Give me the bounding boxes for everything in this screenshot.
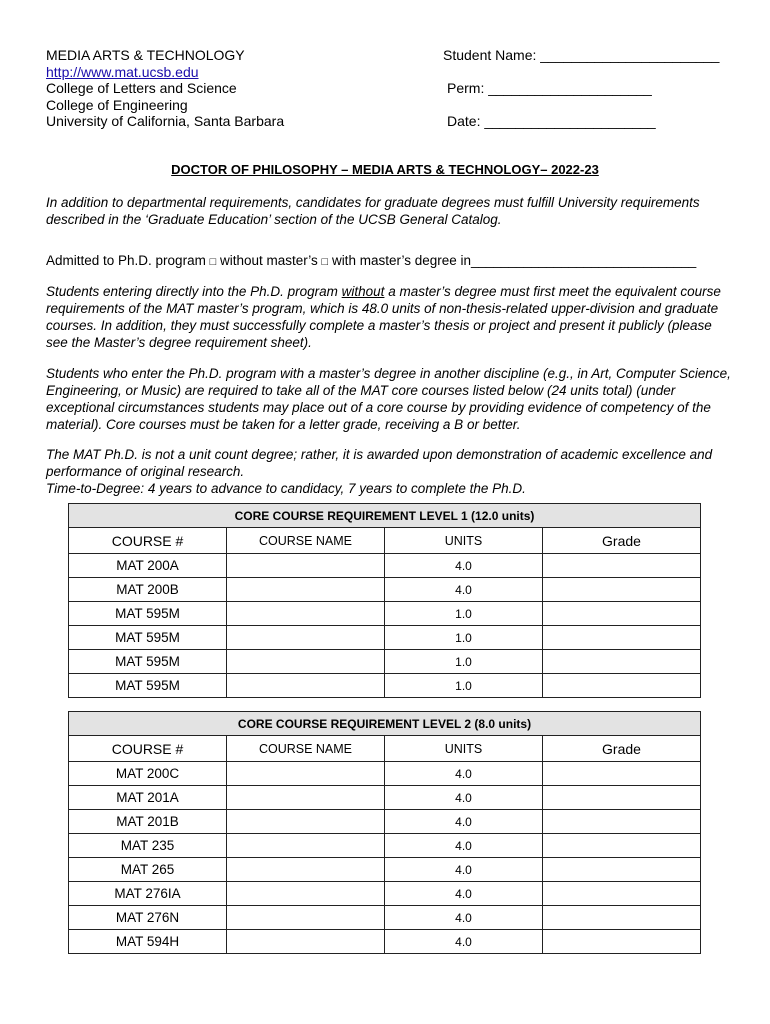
course-name-cell[interactable] bbox=[227, 762, 385, 786]
grade-cell[interactable] bbox=[543, 882, 701, 906]
grade-cell[interactable] bbox=[543, 674, 701, 698]
grade-cell[interactable] bbox=[543, 930, 701, 954]
course-name-cell[interactable] bbox=[227, 906, 385, 930]
time-to-degree: Time-to-Degree: 4 years to advance to candidacy, 7 years to complete the Ph.D. bbox=[46, 481, 526, 496]
course-number: MAT 201B bbox=[69, 810, 227, 834]
course-number: MAT 265 bbox=[69, 858, 227, 882]
course-number: MAT 235 bbox=[69, 834, 227, 858]
grade-cell[interactable] bbox=[543, 578, 701, 602]
level1-caption: CORE COURSE REQUIREMENT LEVEL 1 (12.0 units) bbox=[69, 504, 701, 528]
course-name-cell[interactable] bbox=[227, 882, 385, 906]
direct-entry-emphasis: without bbox=[341, 284, 385, 299]
course-number: MAT 595M bbox=[69, 650, 227, 674]
table-row bbox=[69, 906, 701, 930]
course-units: 4.0 bbox=[385, 578, 543, 602]
course-name-cell[interactable] bbox=[227, 930, 385, 954]
grade-cell[interactable] bbox=[543, 554, 701, 578]
date-field[interactable]: Date: ______________________ bbox=[447, 113, 656, 129]
grade-header: Grade bbox=[543, 736, 701, 762]
intro-paragraph: In addition to departmental requirements, candidates for graduate degrees must fulfill University requirements described in the ‘Graduate Education’ section of the UCSB General Catalog. bbox=[46, 195, 700, 227]
table-row bbox=[69, 650, 701, 674]
table-row bbox=[69, 578, 701, 602]
course-units: 4.0 bbox=[385, 906, 543, 930]
course-units: 4.0 bbox=[385, 810, 543, 834]
admitted-prefix: Admitted to Ph.D. program bbox=[46, 253, 210, 268]
grade-cell[interactable] bbox=[543, 858, 701, 882]
course-number: MAT 595M bbox=[69, 674, 227, 698]
department-name: MEDIA ARTS & TECHNOLOGY bbox=[46, 47, 245, 63]
course-name-cell[interactable] bbox=[227, 578, 385, 602]
grade-cell[interactable] bbox=[543, 786, 701, 810]
grade-cell[interactable] bbox=[543, 834, 701, 858]
grade-cell[interactable] bbox=[543, 626, 701, 650]
course-number: MAT 201A bbox=[69, 786, 227, 810]
course-units: 4.0 bbox=[385, 858, 543, 882]
course-units: 4.0 bbox=[385, 834, 543, 858]
course-name-cell[interactable] bbox=[227, 786, 385, 810]
course-number: MAT 595M bbox=[69, 626, 227, 650]
course-units: 1.0 bbox=[385, 674, 543, 698]
course-units: 4.0 bbox=[385, 786, 543, 810]
without-masters-label: without master’s bbox=[216, 253, 322, 268]
page-title: DOCTOR OF PHILOSOPHY – MEDIA ARTS & TECHNOLOGY– 2022-23 bbox=[171, 162, 599, 177]
table-row bbox=[69, 834, 701, 858]
course-name-cell[interactable] bbox=[227, 674, 385, 698]
student-name-field[interactable]: Student Name: _______________________ bbox=[443, 47, 720, 63]
course-name-header: COURSE NAME bbox=[227, 528, 385, 554]
course-number: MAT 595M bbox=[69, 602, 227, 626]
table-row bbox=[69, 762, 701, 786]
without-masters-checkbox[interactable]: □ bbox=[209, 256, 217, 268]
course-name-cell[interactable] bbox=[227, 834, 385, 858]
table-row bbox=[69, 554, 701, 578]
units-header: UNITS bbox=[385, 528, 543, 554]
course-number-header: COURSE # bbox=[69, 736, 227, 762]
course-number: MAT 276IA bbox=[69, 882, 227, 906]
direct-entry-text-start: Students entering directly into the Ph.D. program bbox=[46, 284, 342, 299]
grade-cell[interactable] bbox=[543, 762, 701, 786]
course-units: 4.0 bbox=[385, 554, 543, 578]
degree-discipline-blank[interactable]: ______________________________ bbox=[471, 253, 697, 268]
course-name-cell[interactable] bbox=[227, 626, 385, 650]
direct-entry-paragraph bbox=[46, 283, 736, 351]
table-row bbox=[69, 602, 701, 626]
course-number: MAT 200B bbox=[69, 578, 227, 602]
with-masters-label: with master’s degree in bbox=[328, 253, 472, 268]
department-website-link[interactable]: http://www.mat.ucsb.edu bbox=[46, 63, 199, 80]
table-row bbox=[69, 882, 701, 906]
course-name-cell[interactable] bbox=[227, 810, 385, 834]
college-letters-science: College of Letters and Science bbox=[46, 80, 237, 97]
table-row bbox=[69, 786, 701, 810]
college-engineering: College of Engineering bbox=[46, 96, 188, 113]
department-header bbox=[46, 47, 284, 130]
course-number: MAT 276N bbox=[69, 906, 227, 930]
with-masters-checkbox[interactable]: □ bbox=[321, 256, 329, 268]
course-units: 1.0 bbox=[385, 602, 543, 626]
unit-count-paragraph: The MAT Ph.D. is not a unit count degree; rather, it is awarded upon demonstration of academic excellence and performance of original research. bbox=[46, 447, 713, 479]
grade-cell[interactable] bbox=[543, 906, 701, 930]
course-name-cell[interactable] bbox=[227, 554, 385, 578]
level2-header-row bbox=[69, 736, 701, 762]
masters-entry-paragraph: Students who enter the Ph.D. program with a master’s degree in another discipline (e.g., in Art, Computer Science, Engineering, or Music) are required to take all of the MAT core courses listed below (24 units total) (under exceptional circumstances students may place out of a core course by providing evidence of competency of the material). Core courses must be taken for a letter grade, receiving a B or better. bbox=[46, 366, 731, 432]
units-header: UNITS bbox=[385, 736, 543, 762]
grade-cell[interactable] bbox=[543, 602, 701, 626]
course-name-cell[interactable] bbox=[227, 602, 385, 626]
course-number: MAT 200C bbox=[69, 762, 227, 786]
core-level2-table bbox=[68, 711, 701, 954]
table-row bbox=[69, 626, 701, 650]
direct-entry-text-end: a master’s degree must first meet the equivalent course requirements of the MAT master’s program, which is 48.0 units of non-thesis-related upper-division and graduate courses. In addition, they must successfully complete a master’s thesis or project and present it publicly (please see the Master’s degree requirement sheet). bbox=[46, 284, 721, 350]
course-name-cell[interactable] bbox=[227, 858, 385, 882]
admitted-line bbox=[46, 252, 736, 271]
level2-caption: CORE COURSE REQUIREMENT LEVEL 2 (8.0 units) bbox=[69, 712, 701, 736]
level1-header-row bbox=[69, 528, 701, 554]
course-units: 4.0 bbox=[385, 762, 543, 786]
university-name: University of California, Santa Barbara bbox=[46, 113, 285, 130]
core-level1-table bbox=[68, 503, 701, 698]
perm-field[interactable]: Perm: _____________________ bbox=[447, 80, 652, 96]
course-name-header: COURSE NAME bbox=[227, 736, 385, 762]
course-number-header: COURSE # bbox=[69, 528, 227, 554]
grade-header: Grade bbox=[543, 528, 701, 554]
table-row bbox=[69, 858, 701, 882]
grade-cell[interactable] bbox=[543, 810, 701, 834]
table-row bbox=[69, 674, 701, 698]
course-number: MAT 594H bbox=[69, 930, 227, 954]
course-units: 4.0 bbox=[385, 930, 543, 954]
course-units: 4.0 bbox=[385, 882, 543, 906]
course-units: 1.0 bbox=[385, 650, 543, 674]
course-number: MAT 200A bbox=[69, 554, 227, 578]
course-units: 1.0 bbox=[385, 626, 543, 650]
table-row bbox=[69, 810, 701, 834]
course-name-cell[interactable] bbox=[227, 650, 385, 674]
table-row bbox=[69, 930, 701, 954]
grade-cell[interactable] bbox=[543, 650, 701, 674]
